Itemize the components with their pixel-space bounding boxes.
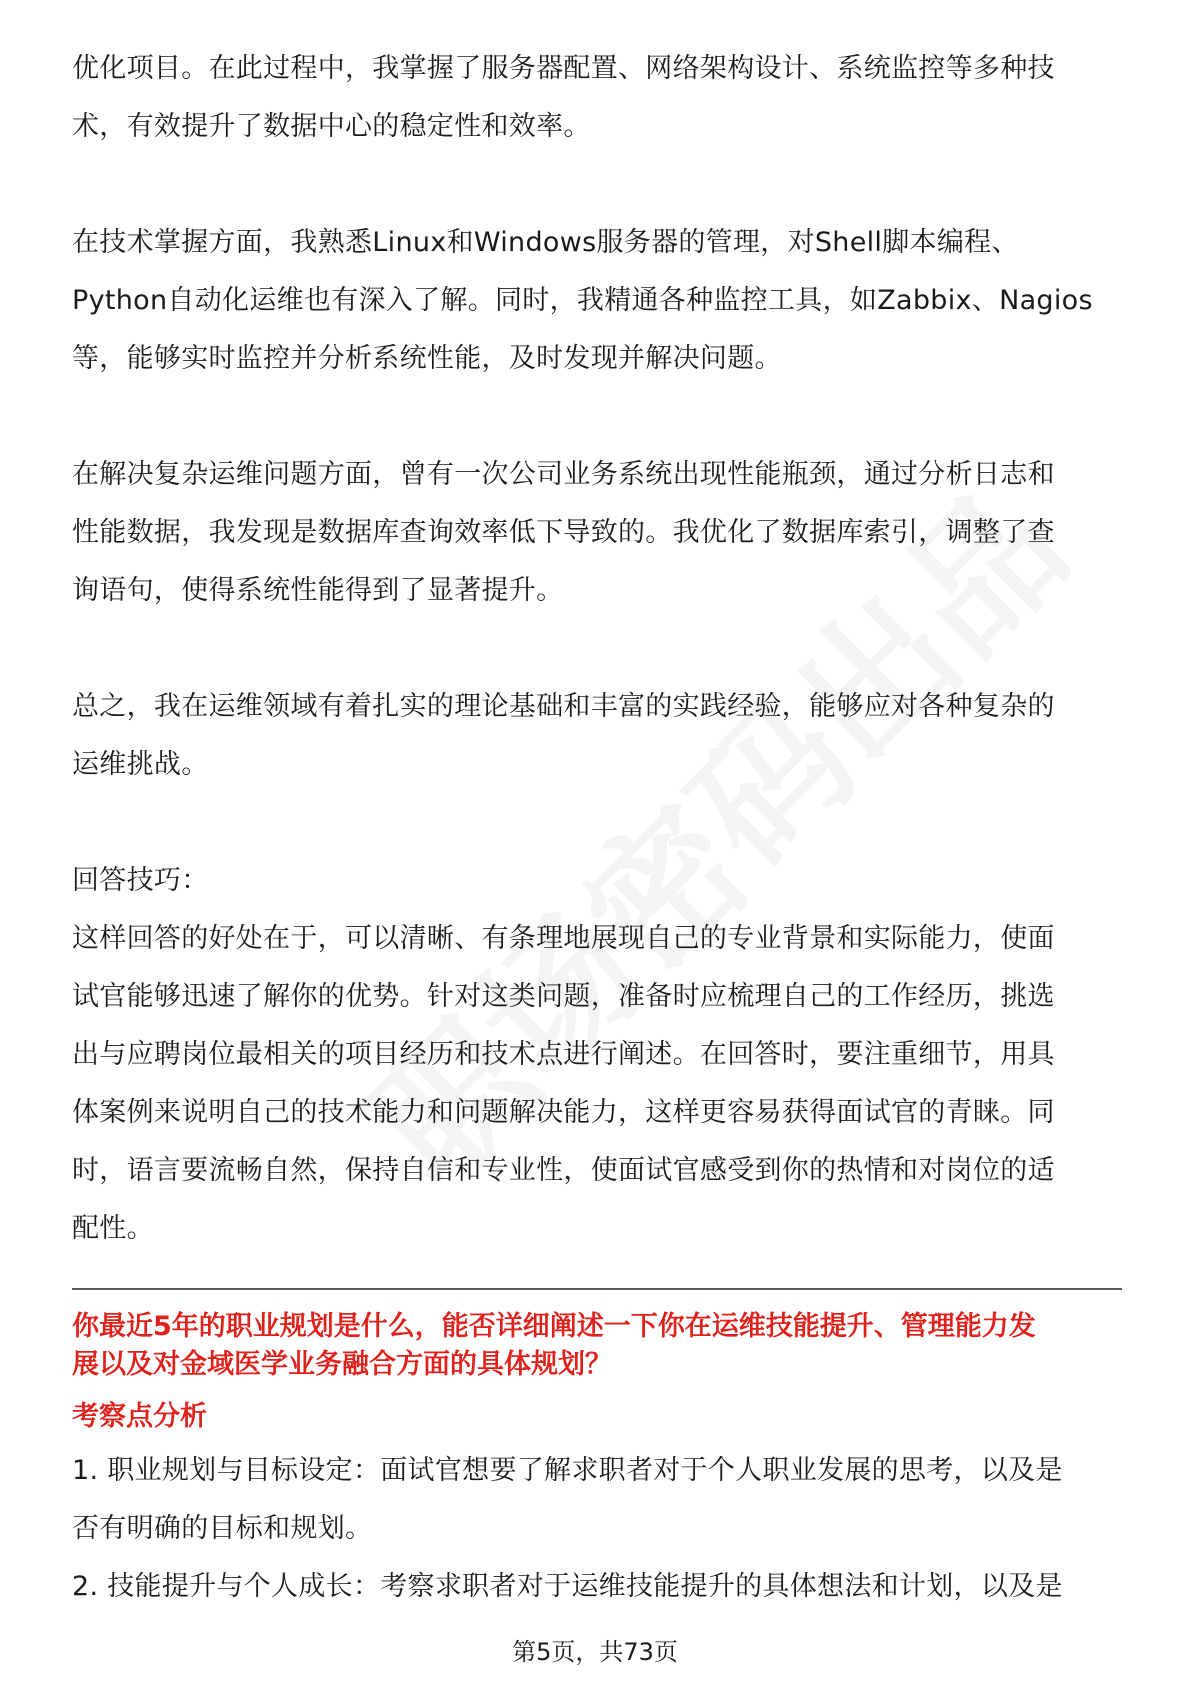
- text-line: 等，能够实时监控并分析系统性能，及时发现并解决问题。: [72, 343, 782, 374]
- text-line: 配性。: [72, 1213, 154, 1244]
- list-item: 1. 职业规划与目标设定：面试官想要了解求职者对于个人职业发展的思考，以及是: [72, 1455, 1063, 1486]
- analysis-list: [72, 1442, 1122, 1616]
- content: [72, 40, 1122, 1616]
- text-line: 在技术掌握方面，我熟悉Linux和Windows服务器的管理，对Shell脚本编程、: [72, 227, 1019, 258]
- answer-tips: [72, 852, 1122, 1258]
- text-line: 出与应聘岗位最相关的项目经历和技术点进行阐述。在回答时，要注重细节，用具: [72, 1039, 1055, 1070]
- question-line: 展以及对金域医学业务融合方面的具体规划？: [72, 1349, 612, 1380]
- text-line: 性能数据，我发现是数据库查询效率低下导致的。我优化了数据库索引，调整了查: [72, 517, 1055, 548]
- tips-title: 回答技巧：: [72, 865, 209, 896]
- text-line: 在解决复杂运维问题方面，曾有一次公司业务系统出现性能瓶颈，通过分析日志和: [72, 459, 1055, 490]
- text-line: 术，有效提升了数据中心的稳定性和效率。: [72, 111, 591, 142]
- list-item: 2. 技能提升与个人成长：考察求职者对于运维技能提升的具体想法和计划，以及是: [72, 1571, 1063, 1602]
- text-line: Python自动化运维也有深入了解。同时，我精通各种监控工具，如Zabbix、Nagios: [72, 285, 1093, 316]
- section-divider: [72, 1288, 1122, 1290]
- text-line: 试官能够迅速了解你的优势。针对这类问题，准备时应梳理自己的工作经历，挑选: [72, 981, 1055, 1012]
- text-line: 这样回答的好处在于，可以清晰、有条理地展现自己的专业背景和实际能力，使面: [72, 923, 1055, 954]
- text-line: 时，语言要流畅自然，保持自信和专业性，使面试官感受到你的热情和对岗位的适: [72, 1155, 1055, 1186]
- text-line: 询语句，使得系统性能得到了显著提升。: [72, 575, 564, 606]
- list-item: 否有明确的目标和规划。: [72, 1513, 373, 1544]
- paragraph-tech-skills: [72, 214, 1122, 388]
- text-line: 运维挑战。: [72, 749, 209, 780]
- paragraph-problem-solving: [72, 446, 1122, 620]
- analysis-title: 考察点分析: [72, 1401, 207, 1432]
- page-number: 第5页，共73页: [512, 1638, 678, 1666]
- text-line: 总之，我在运维领域有着扎实的理论基础和丰富的实践经验，能够应对各种复杂的: [72, 691, 1055, 722]
- paragraph-conclusion: [72, 678, 1122, 794]
- question-line: 你最近5年的职业规划是什么，能否详细阐述一下你在运维技能提升、管理能力发: [72, 1311, 1036, 1342]
- interview-question: [72, 1308, 1122, 1384]
- paragraph-summary-experience: [72, 40, 1122, 156]
- text-line: 体案例来说明自己的技术能力和问题解决能力，这样更容易获得面试官的青睐。同: [72, 1097, 1055, 1128]
- text-line: 优化项目。在此过程中，我掌握了服务器配置、网络架构设计、系统监控等多种技: [72, 53, 1055, 84]
